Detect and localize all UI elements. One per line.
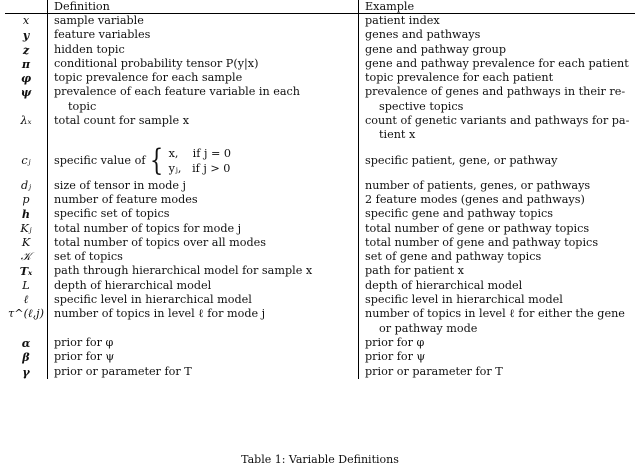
example-text: prior for ψ xyxy=(365,350,426,364)
table-row xyxy=(5,279,635,293)
example-text: patient index xyxy=(365,14,440,27)
example-cell xyxy=(359,307,636,336)
example-cell xyxy=(359,14,636,29)
table-row xyxy=(5,143,635,179)
definition-cell xyxy=(48,293,359,307)
example-cell xyxy=(359,250,636,264)
example-text: prevalence of genes and pathways in their re- xyxy=(365,85,626,99)
definition-cell xyxy=(48,114,359,143)
definition-cell xyxy=(48,179,359,193)
definition-cell xyxy=(48,71,359,85)
table-row xyxy=(5,307,635,336)
example-cell xyxy=(359,57,636,71)
definition-cell xyxy=(48,307,359,336)
definition-cell xyxy=(48,43,359,57)
example-text: path for patient x xyxy=(365,264,464,278)
example-text: gene and pathway group xyxy=(365,42,507,56)
definition-cell xyxy=(48,350,359,364)
example-text: number of topics in level ℓ for either the gene xyxy=(365,307,625,321)
definition-text: total number of topics for mode j xyxy=(54,221,242,235)
example-text: depth of hierarchical model xyxy=(365,278,523,292)
table-caption: Table 1: Variable Definitions xyxy=(241,453,399,466)
symbol-cell: τ^(ℓ,j) xyxy=(8,307,44,321)
table-row xyxy=(5,85,635,114)
example-cell xyxy=(359,179,636,193)
definition-text: prior for φ xyxy=(54,335,114,349)
definition-cell xyxy=(48,28,359,42)
example-cell xyxy=(359,207,636,221)
symbol-cell: β xyxy=(22,350,30,365)
definition-text: specific level in hierarchical model xyxy=(54,293,252,307)
definition-cell xyxy=(48,143,359,179)
example-text: prior or parameter for T xyxy=(365,364,503,378)
example-cell xyxy=(359,143,636,179)
table-row xyxy=(5,350,635,364)
definition-cell xyxy=(48,85,359,114)
table-row xyxy=(5,365,635,379)
definition-text: size of tensor in mode j xyxy=(54,178,187,192)
table-row xyxy=(5,57,635,71)
definition-cell xyxy=(48,336,359,350)
example-cell xyxy=(359,222,636,236)
definition-text: depth of hierarchical model xyxy=(54,278,212,292)
example-text: specific gene and pathway topics xyxy=(365,207,554,221)
definition-cell xyxy=(48,222,359,236)
symbol-cell: α xyxy=(21,335,31,350)
table-row xyxy=(5,28,635,42)
definition-text: specific value of xyxy=(54,153,146,167)
table-body xyxy=(5,14,635,379)
example-cell xyxy=(359,28,636,42)
symbol-cell: π xyxy=(21,56,31,71)
definition-cell xyxy=(48,279,359,293)
table-row xyxy=(5,193,635,207)
cases-block xyxy=(169,146,231,176)
example-cell xyxy=(359,85,636,114)
definition-cell xyxy=(48,250,359,264)
symbol-cell: p xyxy=(22,192,30,206)
example-text: specific level in hierarchical model xyxy=(365,293,563,307)
variable-definitions-table xyxy=(5,0,635,379)
definition-cell xyxy=(48,264,359,278)
definition-text: topic prevalence for each sample xyxy=(54,71,243,85)
example-cell xyxy=(359,264,636,278)
example-text: specific patient, gene, or pathway xyxy=(365,153,558,167)
definition-text: conditional probability tensor P(y|x) xyxy=(54,56,259,70)
symbol-cell: K xyxy=(21,235,31,249)
table-row xyxy=(5,14,635,29)
symbol-cell: z xyxy=(22,42,30,57)
definition-header: Definition xyxy=(48,0,359,14)
symbol-cell: Tₓ xyxy=(19,264,33,279)
symbol-cell: γ xyxy=(22,364,30,379)
symbol-cell: 𝒦 xyxy=(20,250,32,264)
table-row xyxy=(5,179,635,193)
definition-cell xyxy=(48,193,359,207)
case-line: x, if j = 0 xyxy=(168,146,232,160)
symbol-cell: dⱼ xyxy=(20,178,32,192)
definition-text: prevalence of each feature variable in each xyxy=(54,85,300,99)
example-cell xyxy=(359,114,636,143)
definition-cell xyxy=(48,207,359,221)
table-row xyxy=(5,250,635,264)
symbol-cell: ℓ xyxy=(23,293,29,307)
symbol-header xyxy=(5,0,48,14)
definition-cell xyxy=(48,365,359,379)
example-cell xyxy=(359,71,636,85)
definition-cell xyxy=(48,57,359,71)
table-row xyxy=(5,264,635,278)
example-text: 2 feature modes (genes and pathways) xyxy=(365,192,585,206)
example-cell xyxy=(359,293,636,307)
table-row xyxy=(5,236,635,250)
example-text: set of gene and pathway topics xyxy=(365,250,542,264)
definition-text: sample variable xyxy=(54,14,144,27)
example-cell xyxy=(359,193,636,207)
table-row xyxy=(5,71,635,85)
example-text: prior for φ xyxy=(365,335,425,349)
definition-cell xyxy=(48,14,359,29)
example-text: or pathway mode xyxy=(379,321,478,335)
example-cell xyxy=(359,236,636,250)
definition-text: specific set of topics xyxy=(54,207,170,221)
example-cell xyxy=(359,336,636,350)
symbol-cell: y xyxy=(22,28,30,43)
definition-text: hidden topic xyxy=(54,42,125,56)
definition-text: set of topics xyxy=(54,250,123,264)
example-text: tient x xyxy=(379,128,416,142)
symbol-cell: ψ xyxy=(20,85,32,100)
case-line: yⱼ, if j > 0 xyxy=(168,161,231,175)
example-text: count of genetic variants and pathways for pa- xyxy=(365,114,630,128)
definition-text: total count for sample x xyxy=(54,114,190,128)
example-cell xyxy=(359,279,636,293)
table-row xyxy=(5,222,635,236)
definition-text: prior for ψ xyxy=(54,350,115,364)
table-row xyxy=(5,207,635,221)
example-text: number of patients, genes, or pathways xyxy=(365,178,591,192)
table-row xyxy=(5,114,635,143)
example-text: genes and pathways xyxy=(365,28,481,42)
example-text: total number of gene or pathway topics xyxy=(365,221,590,235)
definition-text: number of topics in level ℓ for mode j xyxy=(54,307,266,321)
definition-cell xyxy=(48,236,359,250)
example-text: gene and pathway prevalence for each patient xyxy=(365,56,629,70)
definition-text: number of feature modes xyxy=(54,192,198,206)
definition-text: topic xyxy=(68,99,97,113)
header-row xyxy=(5,0,635,14)
example-text: total number of gene and pathway topics xyxy=(365,235,599,249)
table-row xyxy=(5,293,635,307)
definition-text: prior or parameter for T xyxy=(54,364,192,378)
symbol-cell: λₓ xyxy=(20,114,32,128)
example-cell xyxy=(359,350,636,364)
example-text: topic prevalence for each patient xyxy=(365,71,554,85)
symbol-cell: Kⱼ xyxy=(20,221,32,235)
symbol-cell: h xyxy=(21,207,31,222)
definition-text: path through hierarchical model for sample x xyxy=(54,264,313,278)
symbol-cell: φ xyxy=(20,71,32,86)
symbol-cell: x xyxy=(22,14,30,27)
example-cell xyxy=(359,365,636,379)
table-row xyxy=(5,43,635,57)
example-header: Example xyxy=(359,0,636,14)
table-row xyxy=(5,336,635,350)
symbol-cell: cⱼ xyxy=(21,153,31,167)
example-cell xyxy=(359,43,636,57)
definition-text: feature variables xyxy=(54,28,151,42)
brace-symbol: { xyxy=(150,142,164,178)
example-text: spective topics xyxy=(379,99,464,113)
definition-text: total number of topics over all modes xyxy=(54,235,267,249)
symbol-cell: L xyxy=(22,278,30,292)
